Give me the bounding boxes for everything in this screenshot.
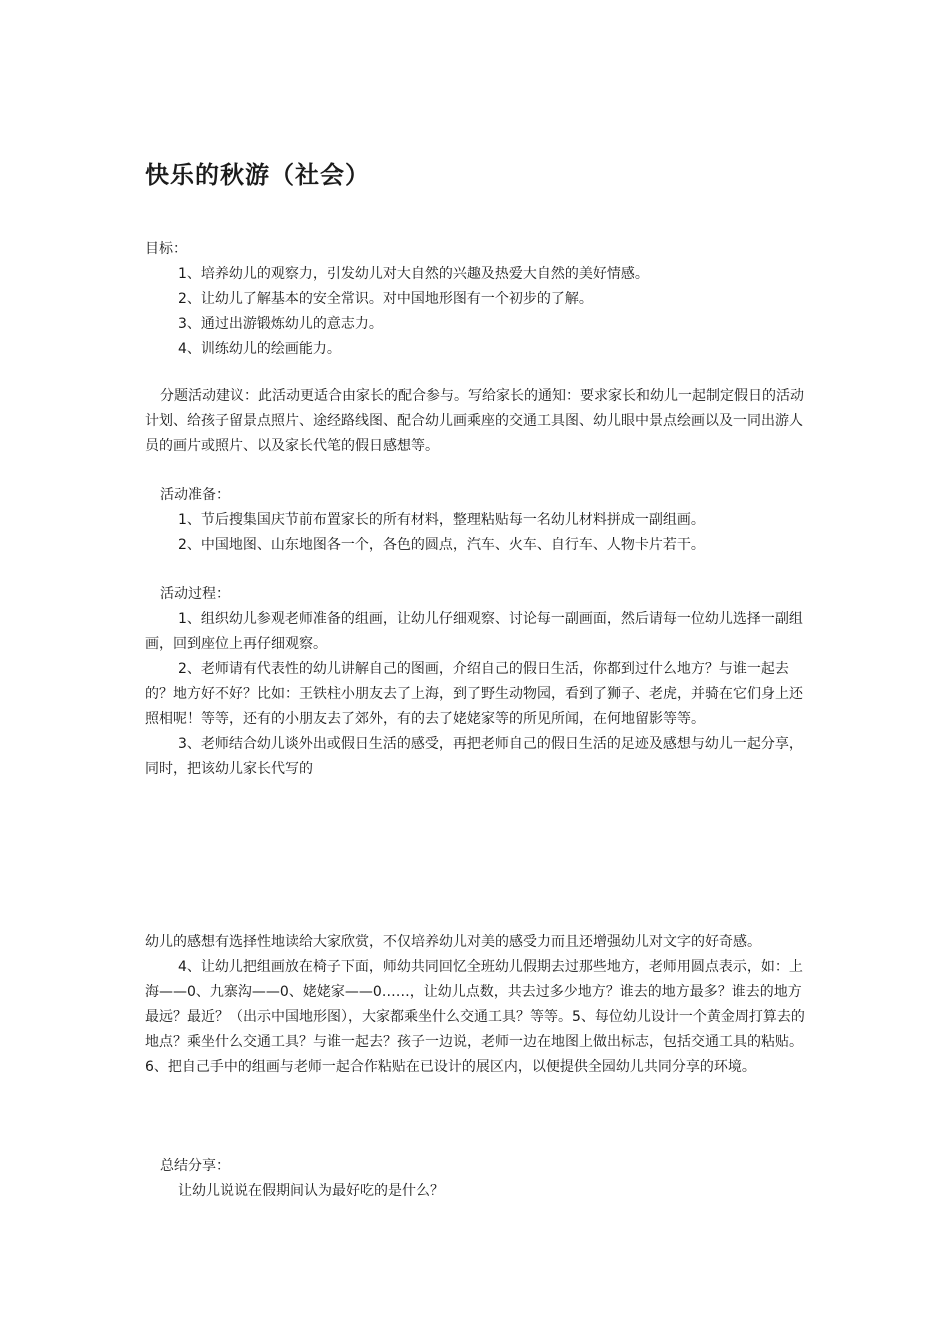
- goal-item-3: 3、通过出游锻炼幼儿的意志力。: [178, 316, 383, 332]
- goals-heading: 目标：: [145, 241, 187, 257]
- process-section: [145, 582, 810, 782]
- goals-section: [145, 237, 810, 362]
- suggestion-section: [145, 384, 810, 459]
- summary-section: [145, 1154, 810, 1204]
- goal-item-2: 2、让幼儿了解基本的安全常识。对中国地形图有一个初步的了解。: [178, 291, 593, 307]
- process-continued-section: [145, 930, 810, 1080]
- goal-item-1: 1、培养幼儿的观察力，引发幼儿对大自然的兴趣及热爱大自然的美好情感。: [178, 266, 649, 282]
- process-heading: 活动过程：: [160, 586, 230, 602]
- preparation-item-1: 1、节后搜集国庆节前布置家长的所有材料，整理粘贴每一名幼儿材料拼成一副组画。: [178, 512, 705, 528]
- process-step-1: 1、组织幼儿参观老师准备的组画，让幼儿仔细观察、讨论每一副画面，然后请每一位幼儿选择一副组画，回到座位上再仔细观察。: [145, 611, 803, 652]
- suggestion-paragraph: 分题活动建议：此活动更适合由家长的配合参与。写给家长的通知：要求家长和幼儿一起制定假日的活动计划、给孩子留景点照片、途经路线图、配合幼儿画乘座的交通工具图、幼儿眼中景点绘画以及一同出游人员的画片或照片、以及家长代笔的假日感想等。: [145, 388, 804, 454]
- preparation-heading: 活动准备：: [160, 487, 230, 503]
- preparation-section: [145, 483, 810, 558]
- summary-heading: 总结分享：: [160, 1158, 230, 1174]
- process-step-2: 2、老师请有代表性的幼儿讲解自己的图画，介绍自己的假日生活，你都到过什么地方？与谁一起去的？地方好不好？比如：王铁柱小朋友去了上海，到了野生动物园，看到了狮子、老虎，并骑在它们身上还照相呢！等等，还有的小朋友去了郊外，有的去了姥姥家等的所见所闻，在何地留影等等。: [145, 661, 803, 727]
- document-title: 快乐的秋游（社会）: [145, 161, 370, 189]
- summary-text: 让幼儿说说在假期间认为最好吃的是什么？: [178, 1183, 444, 1199]
- process-step-4: 4、让幼儿把组画放在椅子下面，师幼共同回忆全班幼儿假期去过那些地方，老师用圆点表示，如：上海——0、九寨沟——0、姥姥家——0……，让幼儿点数，共去过多少地方？谁去的地方最多？谁去的地方最远？最近？（出示中国地形图），大家都乘坐什么交通工具？等等。5、每位幼儿设计一个黄金周打算去的地点？乘坐什么交通工具？与谁一起去？孩子一边说，老师一边在地图上做出标志，包括交通工具的粘贴。6、把自己手中的组画与老师一起合作粘贴在已设计的展区内，以便提供全园幼儿共同分享的环境。: [145, 959, 805, 1075]
- process-step-3-continued: 幼儿的感想有选择性地读给大家欣赏，不仅培养幼儿对美的感受力而且还增强幼儿对文字的好奇感。: [145, 934, 761, 950]
- preparation-item-2: 2、中国地图、山东地图各一个，各色的圆点，汽车、火车、自行车、人物卡片若干。: [178, 537, 705, 553]
- process-step-3: 3、老师结合幼儿谈外出或假日生活的感受，再把老师自己的假日生活的足迹及感想与幼儿一起分享，同时，把该幼儿家长代写的: [145, 736, 803, 777]
- goal-item-4: 4、训练幼儿的绘画能力。: [178, 341, 341, 357]
